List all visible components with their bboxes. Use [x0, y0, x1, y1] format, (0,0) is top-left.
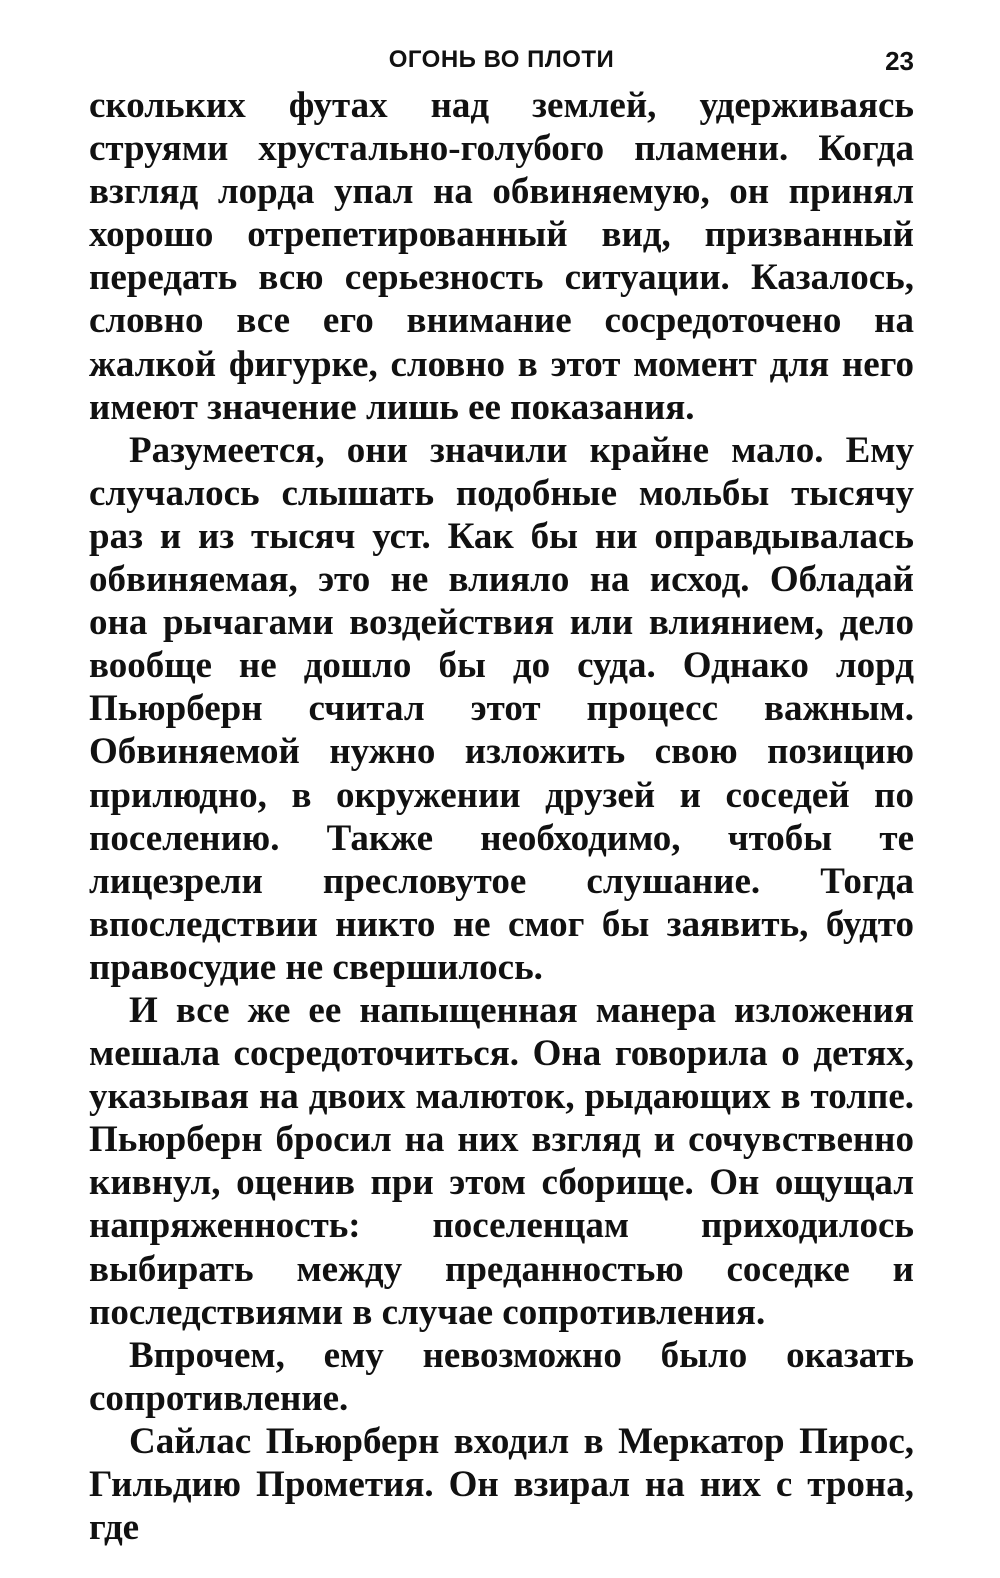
paragraph: И все же ее напыщенная манера изложения мешала сосредоточиться. Она говорила о детях, указывая на двоих малюток, рыдающих в толпе. Пьюрберн бросил на них взгляд и сочувственно кивнул, оценив при этом сборище. Он ощущал напряженность: поселенцам приходилось выбирать между преданностью соседке и последствиями в случае сопротивления. — [89, 989, 914, 1333]
paragraph-continued: скольких футах над землей, удерживаясь струями хрустально-голубого пламени. Когда взгляд лорда упал на обвиняемую, он принял хорошо отрепетированный вид, призванный передать всю серьезность ситуации. Казалось, словно все его внимание сосредоточено на жалкой фигурке, словно в этот момент для него имеют значение лишь ее показания. — [89, 85, 914, 428]
page-number: 23 — [885, 46, 914, 76]
running-title: ОГОНЬ ВО ПЛОТИ — [388, 46, 615, 73]
paragraph: Впрочем, ему невозможно было оказать сопротивление. — [89, 1334, 914, 1419]
running-head — [89, 40, 914, 82]
paragraph: Сайлас Пьюрберн входил в Меркатор Пирос, Гильдию Прометия. Он взирал на них с трона, где — [89, 1420, 914, 1549]
text-body — [89, 84, 914, 1549]
paragraph: Разумеется, они значили крайне мало. Ему случалось слышать подобные мольбы тысячу раз и из тысяч уст. Как бы ни оправдывалась обвиняемая, это не влияло на исход. Обладай она рычагами воздействия или влиянием, дело вообще не дошло бы до суда. Однако лорд Пьюрберн считал этот процесс важным. Обвиняемой нужно изложить свою позицию прилюдно, в окружении друзей и соседей по поселению. Также необходимо, чтобы те лицезрели пресловутое слушание. Тогда впоследствии никто не смог бы заявить, будто правосудие не свершилось. — [89, 429, 914, 988]
